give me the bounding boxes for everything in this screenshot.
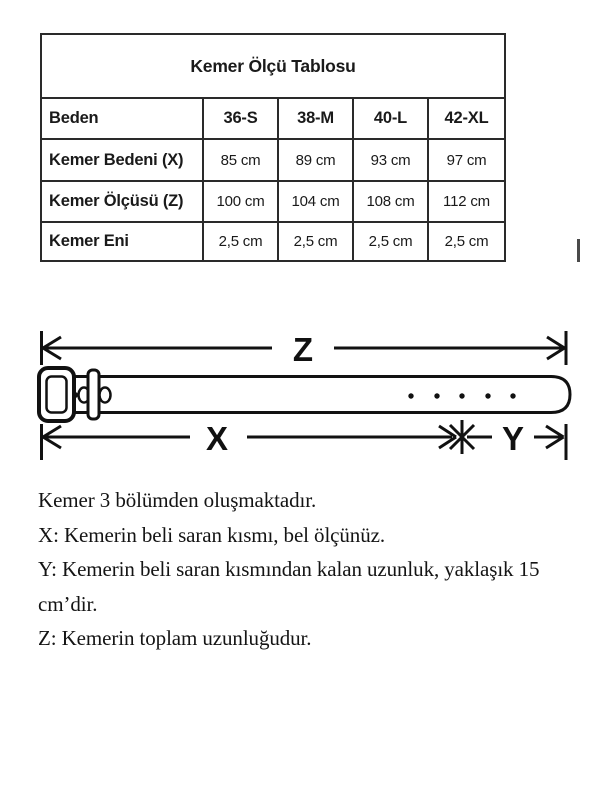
table-cell: 2,5 cm [352, 221, 427, 260]
stray-mark-line [577, 239, 580, 262]
belt-size-table [40, 33, 506, 262]
y-dimension-label: Y [501, 420, 525, 457]
table-title: Kemer Ölçü Tablosu [190, 55, 356, 76]
table-cell: 97 cm [427, 138, 504, 180]
note-line-z: Z: Kemerin toplam uzunluğudur. [38, 626, 312, 650]
note-line-intro: Kemer 3 bölümden oluşmaktadır. [38, 488, 317, 512]
belt-illustration [39, 368, 570, 421]
table-cell: 104 cm [277, 180, 352, 221]
table-cell: 108 cm [352, 180, 427, 221]
belt-keeper [88, 370, 99, 419]
row-label-kemer-bedeni: Kemer Bedeni (X) [42, 138, 202, 180]
col-header-38m: 38-M [277, 97, 352, 138]
note-line-x: X: Kemerin beli saran kısmı, bel ölçünüz. [38, 522, 385, 547]
table-cell: 93 cm [352, 138, 427, 180]
col-header-40l: 40-L [352, 97, 427, 138]
z-dimension-label: Z [292, 331, 314, 368]
dimension-arrow-x [42, 420, 493, 460]
table-cell: 89 cm [277, 138, 352, 180]
table-cell: 2,5 cm [202, 221, 277, 260]
col-header-beden: Beden [42, 97, 202, 138]
table-cell: 2,5 cm [427, 221, 504, 260]
col-header-42xl: 42-XL [427, 97, 504, 138]
row-label-kemer-olcusu: Kemer Ölçüsü (Z) [42, 180, 202, 221]
x-dimension-label: X [205, 420, 229, 457]
belt-strap [72, 377, 570, 413]
table-grid [42, 97, 504, 260]
table-cell: 112 cm [427, 180, 504, 221]
note-line-y: Y: Kemerin beli saran kısmından kalan uzunluk, yaklaşık 15 cm’dir. [38, 557, 540, 616]
row-label-kemer-eni: Kemer Eni [42, 221, 202, 260]
table-cell: 100 cm [202, 180, 277, 221]
table-cell: 85 cm [202, 138, 277, 180]
dimension-arrow-y [534, 424, 566, 460]
belt-dimension-diagram [0, 320, 600, 470]
col-header-36s: 36-S [202, 97, 277, 138]
table-cell: 2,5 cm [277, 221, 352, 260]
belt-hole-oval [100, 388, 111, 403]
belt-notes [38, 483, 578, 656]
